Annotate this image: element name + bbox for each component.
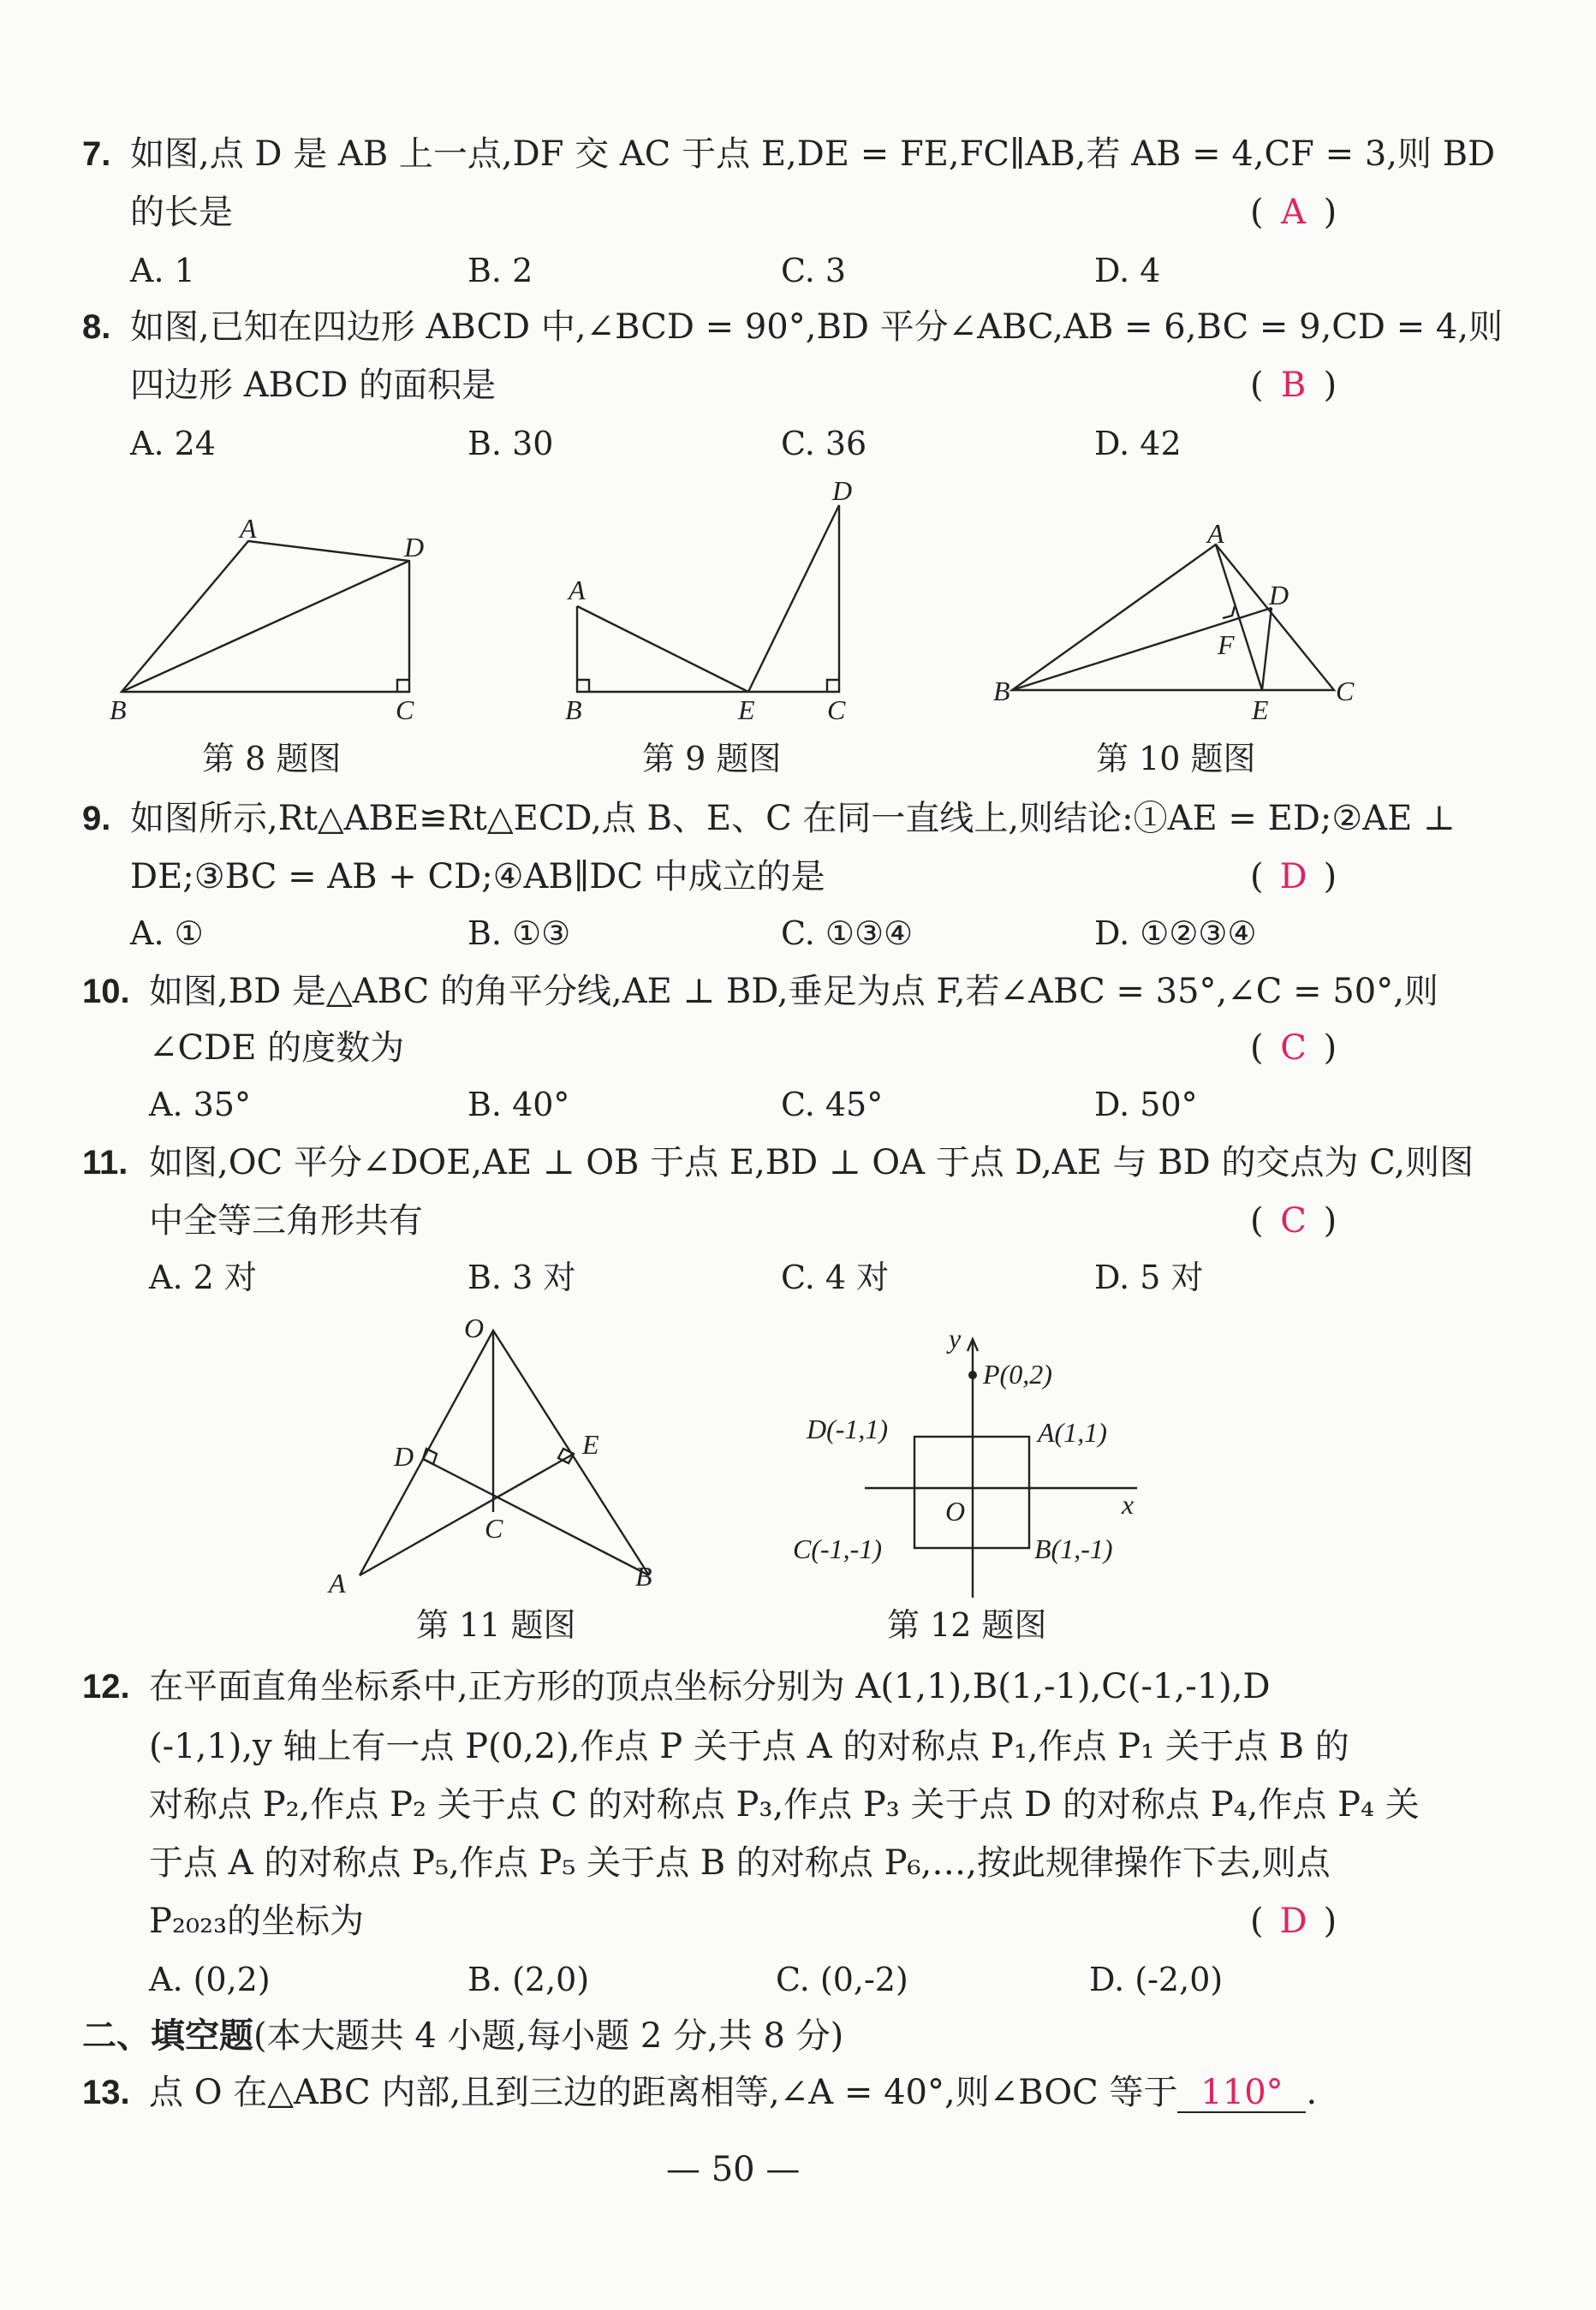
figure-10 [993, 514, 1370, 736]
question-8-answer: B [1280, 366, 1307, 405]
question-10-option-a: A. 35° [149, 1086, 251, 1123]
fig9-label-e: E [738, 694, 755, 725]
question-11-text-line2: 中全等三角形共有 [149, 1201, 423, 1241]
fig12-label-d: D(-1,1) [807, 1414, 889, 1444]
fig12-point-p [968, 1371, 977, 1379]
fig8-label-d: D [404, 532, 425, 563]
question-9-text-line2: DE;③BC = AB + CD;④AB∥DC 中成立的是 [130, 857, 825, 896]
question-8-number: 8. [82, 308, 111, 346]
question-7-text-line2: 的长是 [130, 193, 233, 232]
question-10-option-b: B. 40° [467, 1086, 570, 1123]
section-2-header [82, 2014, 843, 2058]
question-13-text: 点 O 在△ABC 内部,且到三边的距离相等,∠A = 40°,则∠BOC 等于 110° . [149, 2073, 1318, 2112]
section-2-description: (本大题共 4 小题,每小题 2 分,共 8 分) [253, 2016, 844, 2056]
figure-9-caption: 第 9 题图 [642, 740, 782, 777]
question-7-text-line1: 如图,点 D 是 AB 上一点,DF 交 AC 于点 E,DE = FE,FC∥AB,若 AB = 4,CF = 3,则 BD [130, 134, 1496, 174]
question-10-option-c: C. 45° [781, 1086, 884, 1123]
fig9-label-a: A [569, 575, 586, 605]
fig11-line-bd [423, 1459, 649, 1575]
question-12-text-line3: 对称点 P₂,作点 P₂ 关于点 C 的对称点 P₃,作点 P₃ 关于点 D 的对称点 P₄,作点 P₄ 关 [149, 1785, 1420, 1825]
question-7-option-d: D. 4 [1094, 252, 1161, 289]
question-9-number: 9. [82, 800, 111, 837]
figure-11 [325, 1313, 668, 1599]
fig10-label-e: E [1252, 694, 1269, 725]
question-8-text-line1: 如图,已知在四边形 ABCD 中,∠BCD = 90°,BD 平分∠ABC,AB = 6,BC = 9,CD = 4,则 [130, 307, 1504, 347]
fig12-label-x: x [1122, 1489, 1134, 1520]
question-10-answer-bracket: ( C ) [1250, 1026, 1337, 1070]
question-7-answer: A [1281, 193, 1307, 232]
fig11-label-c: C [485, 1513, 503, 1544]
figure-11-caption: 第 11 题图 [416, 1606, 576, 1644]
fig9-right-angle-c [827, 680, 839, 692]
figure-8-caption: 第 8 题图 [202, 740, 342, 777]
fig11-label-d: D [394, 1441, 414, 1472]
fig11-label-b: B [635, 1561, 652, 1592]
question-7-option-c: C. 3 [781, 252, 847, 289]
question-8-answer-bracket: ( B ) [1250, 363, 1337, 408]
question-9-answer-bracket: ( D ) [1250, 854, 1337, 899]
figure-8 [103, 514, 462, 736]
fig10-label-d: D [1269, 580, 1289, 610]
fig9-triangle-abe [577, 606, 748, 692]
question-12-text-line1: 在平面直角坐标系中,正方形的顶点坐标分别为 A(1,1),B(1,-1),C(-1,-1),D [149, 1667, 1271, 1706]
question-7-option-a: A. 1 [130, 252, 195, 289]
question-11-option-d: D. 5 对 [1094, 1259, 1204, 1296]
question-9-text-line1: 如图所示,Rt△ABE≌Rt△ECD,点 B、E、C 在同一直线上,则结论:①AE = ED;②AE ⊥ [130, 799, 1456, 838]
section-2-title: 二、填空题 [82, 2017, 253, 2055]
question-13-number: 13. [82, 2074, 130, 2111]
fig10-triangle-abc [1012, 545, 1334, 690]
fig12-label-o: O [945, 1496, 966, 1527]
question-9-option-c: C. ①③④ [781, 914, 914, 952]
question-8-option-a: A. 24 [130, 425, 216, 462]
figure-9 [557, 475, 865, 736]
fig8-label-b: B [110, 694, 127, 725]
question-10-text-line1: 如图,BD 是△ABC 的角平分线,AE ⊥ BD,垂足为点 F,若∠ABC = 35°,∠C = 50°,则 [149, 972, 1438, 1011]
question-12-text-line5: P₂₀₂₃的坐标为 [149, 1902, 365, 1941]
fig10-label-b: B [993, 676, 1010, 706]
question-7-option-b: B. 2 [467, 252, 533, 289]
fig11-label-a: A [329, 1568, 346, 1599]
question-11-answer: C [1280, 1201, 1307, 1241]
question-9-option-a: A. ① [130, 914, 204, 952]
figure-12 [788, 1323, 1182, 1604]
question-8-option-c: C. 36 [781, 425, 867, 462]
question-12-text-line2: (-1,1),y 轴上有一点 P(0,2),作点 P 关于点 A 的对称点 P₁,作点 P₁ 关于点 B 的 [149, 1727, 1349, 1766]
fig12-label-y: y [949, 1323, 962, 1354]
fig10-label-f: F [1218, 629, 1235, 660]
question-13-answer: 110° [1177, 2074, 1306, 2113]
question-11-option-b: B. 3 对 [467, 1259, 576, 1296]
fig8-diagonal-bd [122, 561, 409, 692]
fig12-label-p: P(0,2) [983, 1359, 1052, 1390]
question-12-option-a: A. (0,2) [149, 1961, 271, 1998]
fig11-label-e: E [582, 1429, 599, 1460]
fig9-label-c: C [827, 694, 846, 725]
fig9-triangle-ecd [748, 505, 839, 692]
question-9-option-b: B. ①③ [467, 914, 571, 952]
question-8-option-d: D. 42 [1094, 425, 1182, 462]
question-12-option-d: D. (-2,0) [1089, 1961, 1224, 1998]
question-7-answer-bracket: ( A ) [1250, 190, 1337, 235]
fig8-label-c: C [396, 694, 414, 725]
question-8-option-b: B. 30 [467, 425, 554, 462]
question-7-number: 7. [82, 135, 111, 173]
question-10-number: 10. [82, 973, 130, 1010]
fig12-label-b: B(1,-1) [1034, 1533, 1113, 1564]
question-12-option-b: B. (2,0) [467, 1961, 590, 1998]
question-11-text-line1: 如图,OC 平分∠DOE,AE ⊥ OB 于点 E,BD ⊥ OA 于点 D,AE 与 BD 的交点为 C,则图 [149, 1143, 1474, 1182]
question-11-answer-bracket: ( C ) [1250, 1199, 1337, 1243]
fig10-line-de [1262, 608, 1271, 690]
fig10-label-c: C [1336, 676, 1355, 706]
fig8-label-a: A [240, 513, 257, 544]
question-12-answer: D [1279, 1902, 1307, 1941]
question-11-option-a: A. 2 对 [149, 1259, 257, 1296]
question-12-answer-bracket: ( D ) [1250, 1899, 1337, 1944]
fig8-quadrilateral [122, 541, 409, 692]
fig11-label-o: O [464, 1313, 485, 1343]
figure-12-caption: 第 12 题图 [887, 1606, 1047, 1644]
question-11-number: 11. [82, 1144, 128, 1182]
fig9-label-d: D [832, 475, 853, 506]
fig12-label-a: A(1,1) [1038, 1417, 1107, 1448]
question-11-option-c: C. 4 对 [781, 1259, 890, 1296]
fig9-right-angle-b [577, 680, 589, 692]
fig10-right-angle-f [1223, 606, 1235, 618]
question-10-option-d: D. 50° [1094, 1086, 1198, 1123]
question-12-text-line4: 于点 A 的对称点 P₅,作点 P₅ 关于点 B 的对称点 P₆,…,按此规律操作下去,则点 [149, 1843, 1331, 1883]
question-10-text-line2: ∠CDE 的度数为 [149, 1028, 405, 1068]
question-10-answer: C [1280, 1028, 1307, 1068]
question-12-number: 12. [82, 1668, 130, 1706]
question-12-option-c: C. (0,-2) [776, 1961, 908, 1998]
fig9-label-b: B [565, 694, 582, 725]
fig10-label-a: A [1207, 518, 1224, 549]
page-number: — 50 — [666, 2150, 801, 2189]
question-9-option-d: D. ①②③④ [1094, 914, 1257, 952]
fig12-label-c: C(-1,-1) [793, 1533, 882, 1564]
question-8-text-line2: 四边形 ABCD 的面积是 [130, 366, 497, 405]
question-9-answer: D [1279, 857, 1307, 896]
figure-10-caption: 第 10 题图 [1096, 740, 1256, 777]
fig8-right-angle-c [397, 680, 409, 692]
